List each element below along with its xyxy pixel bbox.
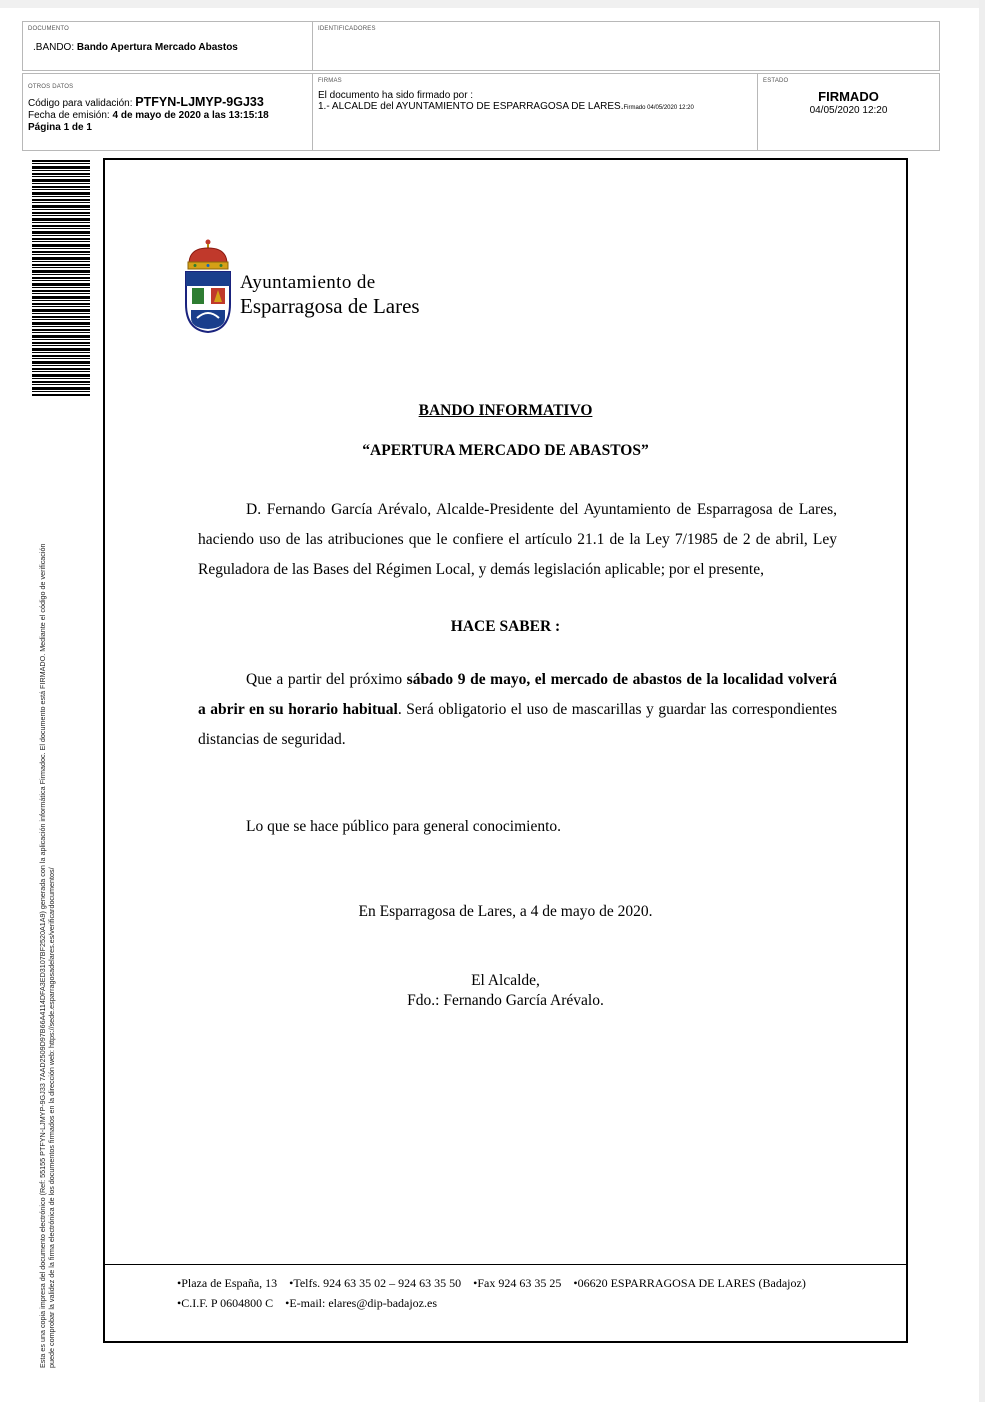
- otros-datos-caption: OTROS DATOS: [28, 84, 74, 90]
- documento-name: [33, 42, 238, 53]
- verification-note-line1: Esta es una copia impresa del documento electrónico (Ref: 55155 PTFYN-LJMYP-9GJ33 7AAD2509D97B66A4114DFA3ED3107BF2520A1A9) generada con la aplicación informática Firmadoc. El documento está FIRMADO. Mediante el código de verificación: [38, 543, 47, 1368]
- otros-datos-cell: [23, 74, 312, 150]
- pagina: Página 1 de 1: [28, 122, 92, 133]
- announcement-highlight: sábado 9 de mayo, el mercado de abastos de la localidad volverá a abrir en su horario habitual: [198, 671, 837, 718]
- announcement-paragraph: [198, 665, 837, 755]
- signature-title: El Alcalde,: [471, 972, 540, 989]
- verification-note: [38, 402, 56, 1368]
- top-edge: [0, 0, 985, 8]
- codigo-value: PTFYN-LJMYP-9GJ33: [135, 95, 264, 109]
- documento-title: Bando Apertura Mercado Abastos: [76, 42, 238, 53]
- announcement-end: . Será obligatorio el uso de mascarillas y guardar las correspondientes distancias de seguridad.: [198, 701, 837, 748]
- announcement-start: Que a partir del próximo: [246, 671, 407, 688]
- document-subtitle: “APERTURA MERCADO DE ABASTOS”: [362, 442, 649, 459]
- verification-barcode: [32, 160, 90, 396]
- firmas-caption: FIRMAS: [318, 78, 342, 84]
- estado-cell: [757, 74, 939, 150]
- documento-caption: DOCUMENTO: [28, 26, 70, 32]
- documento-cell: [23, 22, 312, 70]
- codigo-label: Código para validación:: [28, 98, 136, 109]
- fecha-value: 4 de mayo de 2020 a las 13:15:18: [112, 110, 269, 121]
- header-row-datos: [22, 73, 940, 151]
- fecha-label: Fecha de emisión:: [28, 110, 113, 121]
- letterhead-line1: Ayuntamiento de: [240, 272, 376, 293]
- estado-caption: ESTADO: [763, 78, 789, 84]
- document-title: BANDO INFORMATIVO: [418, 402, 593, 419]
- documento-prefix: .BANDO:: [33, 42, 77, 53]
- identificadores-cell: [312, 22, 939, 70]
- codigo-validacion: [28, 95, 264, 109]
- right-edge: [979, 0, 985, 1402]
- signature-name: Fdo.: Fernando García Arévalo.: [407, 992, 604, 1009]
- closing-paragraph: Lo que se hace público para general conocimiento.: [246, 818, 562, 835]
- estado-date: 04/05/2020 12:20: [809, 105, 888, 116]
- hace-saber-heading: HACE SABER :: [450, 618, 561, 635]
- footer-address: •Plaza de España, 13 •Telfs. 924 63 35 02 – 924 63 35 50 •Fax 924 63 35 25 •06620 ESPARRAGOSA DE LARES (Badajoz): [177, 1276, 806, 1290]
- firmas-line1: El documento ha sido firmado por :: [318, 90, 474, 101]
- firmas-signer: 1.- ALCALDE del AYUNTAMIENTO DE ESPARRAGOSA DE LARES.: [318, 101, 624, 112]
- municipal-crest-icon: [183, 238, 233, 334]
- identificadores-caption: IDENTIFICADORES: [318, 26, 376, 32]
- fecha-emision: [28, 110, 269, 121]
- intro-paragraph: D. Fernando García Arévalo, Alcalde-Presidente del Ayuntamiento de Esparragosa de Lares, haciendo uso de las atribuciones que le confiere el artículo 21.1 de la Ley 7/1985 de 2 de abril, Ley Reguladora de las Bases del Régimen Local, y demás legislación aplicable; por el presente,: [198, 501, 837, 578]
- firmas-date: Firmado 04/05/2020 12:20: [623, 105, 694, 111]
- place-date: En Esparragosa de Lares, a 4 de mayo de 2020.: [358, 903, 653, 920]
- verification-note-line2: puede comprobar la validez de la firma electrónica de los documentos firmados en la dirección web: https://sede.esparragosadelares.es/verificardocumentos/: [47, 867, 56, 1368]
- estado-value: FIRMADO: [818, 89, 879, 104]
- firmas-cell: [312, 74, 758, 150]
- footer-contact: •C.I.F. P 0604800 C •E-mail: elares@dip-badajoz.es: [177, 1296, 438, 1310]
- footer-divider: [105, 1264, 906, 1265]
- firmas-line2: [318, 101, 694, 114]
- page-frame: [103, 158, 908, 1343]
- header-row-documento: [22, 21, 940, 71]
- letterhead-line2: Esparragosa de Lares: [240, 294, 420, 318]
